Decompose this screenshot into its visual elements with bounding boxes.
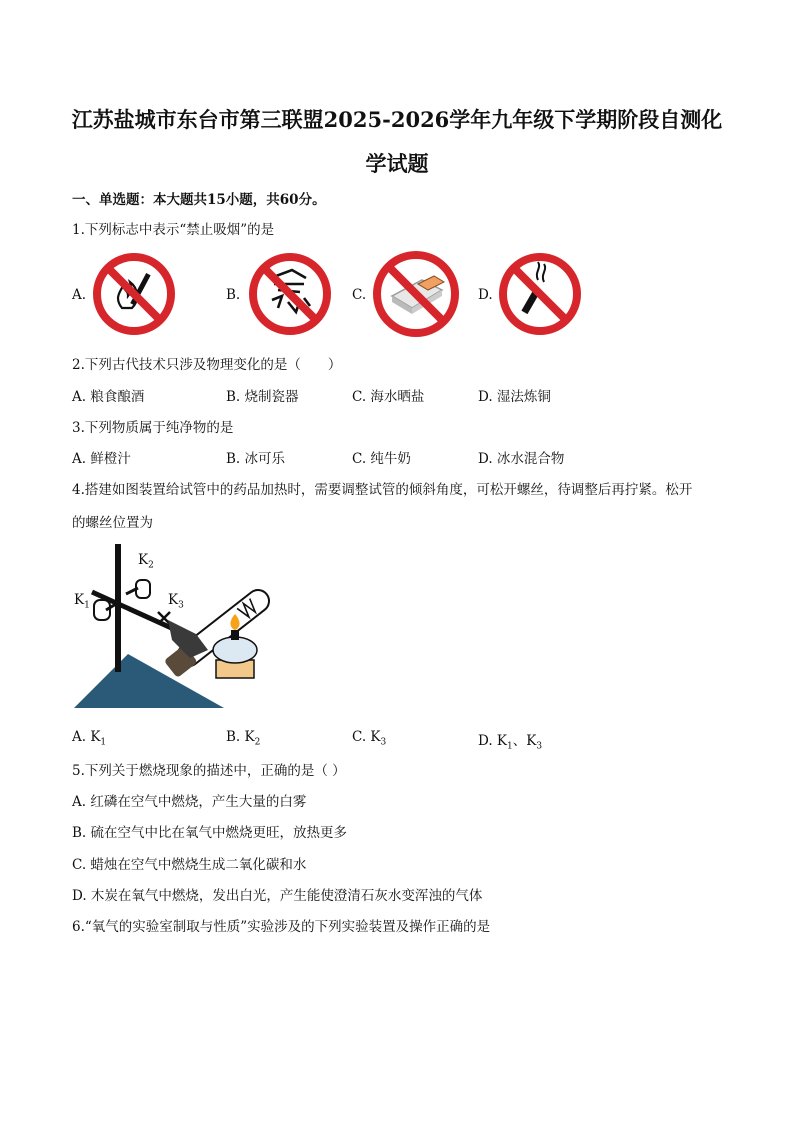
q5-option-b: B. 硫在空气中比在氧气中燃烧更旺，放热更多 [72,825,348,841]
label-k3: $K_3$ [168,592,184,611]
q2-option-b: B. 烧制瓷器 [226,389,299,405]
q5-option-c: C. 蜡烛在空气中燃烧生成二氧化碳和水 [72,857,307,873]
question-3-stem: 3.下列物质属于纯净物的是 [72,420,234,436]
label-k2: $K_2$ [138,552,154,571]
document-title-line2: 学试题 [365,151,429,176]
q4-option-c: C. $K_3$ [352,729,387,748]
q5-option-d: D. 木炭在氧气中燃烧，发出白光，产生能使澄清石灰水变浑浊的气体 [72,888,483,904]
q4-option-d: D. $K_1$、$K_3$ [478,733,543,752]
q2-option-a: A. 粮食酿酒 [72,389,145,405]
q3-option-c: C. 纯牛奶 [352,451,411,467]
q4-option-b: B. $K_2$ [226,729,261,748]
no-matches-icon [372,250,460,338]
q3-option-a: A. 鲜橙汁 [72,451,131,467]
q2-option-d: D. 湿法炼铜 [478,389,551,405]
q2-option-c: C. 海水晒盐 [352,389,425,405]
no-smoking-icon [498,252,582,336]
lab-apparatus-diagram [70,542,330,712]
q1-option-d-label: D. [478,287,493,303]
section-heading: 一、单选题：本大题共15小题，共60分。 [72,192,326,208]
q1-option-a-label: A. [72,287,87,303]
question-5-stem: 5.下列关于燃烧现象的描述中，正确的是（ ） [72,763,346,779]
q3-option-b: B. 冰可乐 [226,451,286,467]
document-title-line1: 江苏盐城市东台市第三联盟2025-2026学年九年级下学期阶段自测化 [71,107,723,132]
q5-option-a: A. 红磷在空气中燃烧，产生大量的白雾 [72,794,307,810]
q4-option-a: A. $K_1$ [72,729,107,748]
question-4-stem-line1: 4.搭建如图装置给试管中的药品加热时，需要调整试管的倾斜角度，可松开螺丝，待调整后再拧紧。松开 [72,482,693,498]
question-1-stem: 1.下列标志中表示“禁止吸烟”的是 [72,222,275,238]
q1-option-b-label: B. [226,287,241,303]
label-k1: $K_1$ [74,592,90,611]
question-6-stem: 6.“氧气的实验室制取与性质”实验涉及的下列实验装置及操作正确的是 [72,919,491,935]
no-fire-icon [92,252,176,336]
no-fireworks-icon [248,252,332,336]
question-4-stem-line2: 的螺丝位置为 [72,515,153,531]
q3-option-d: D. 冰水混合物 [478,451,565,467]
q1-option-c-label: C. [352,287,367,303]
question-2-stem: 2.下列古代技术只涉及物理变化的是（ ） [72,357,342,373]
